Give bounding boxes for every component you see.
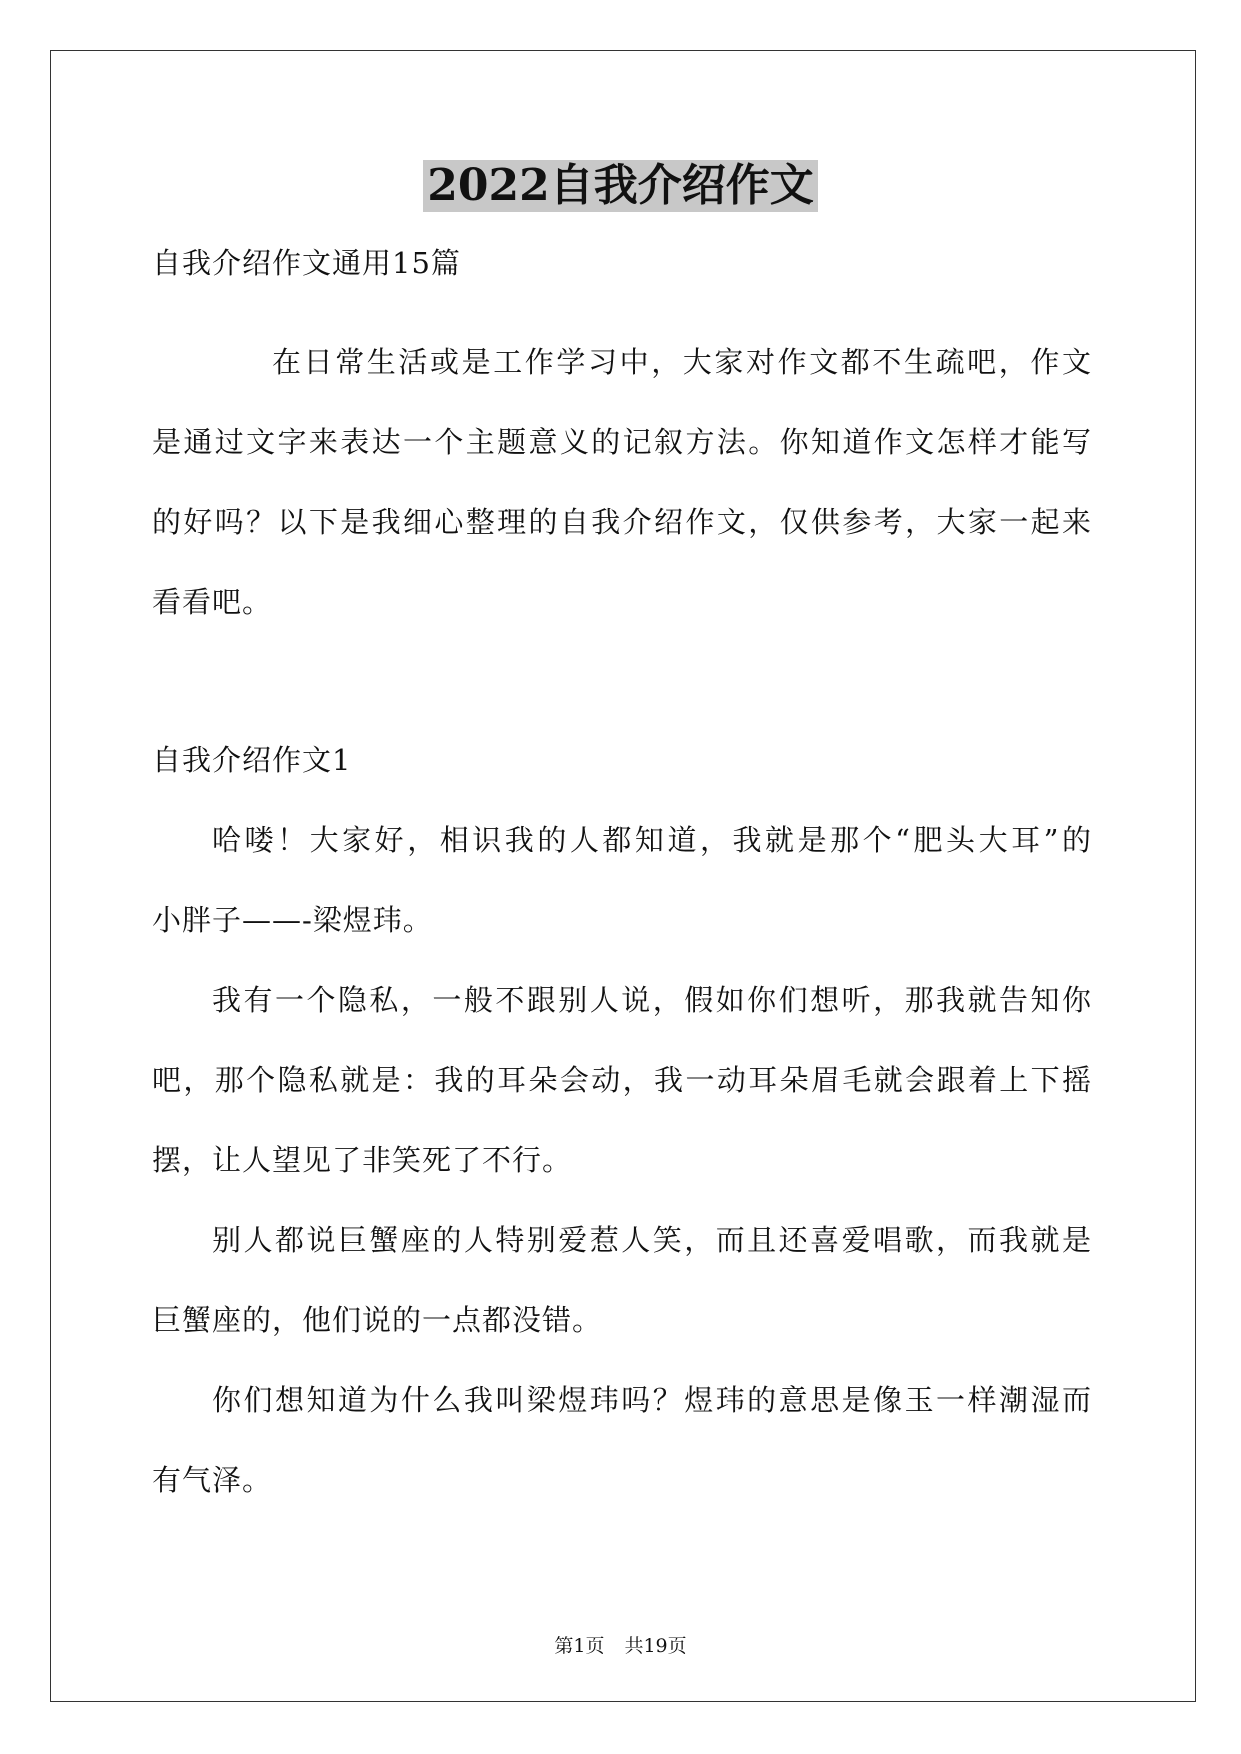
body-line-1: 哈喽！大家好，相识我的人都知道，我就是那个“肥头大耳”的 <box>212 823 1092 857</box>
intro-line-4: 看看吧。 <box>152 585 273 619</box>
body-line-7: 巨蟹座的，他们说的一点都没错。 <box>152 1303 603 1337</box>
intro-line-2: 是通过文字来表达一个主题意义的记叙方法。你知道作文怎样才能写 <box>152 425 1092 459</box>
document-subtitle: 自我介绍作文通用15篇 <box>152 246 461 280</box>
page-border <box>50 50 1196 1702</box>
intro-line-1: 在日常生活或是工作学习中，大家对作文都不生疏吧，作文 <box>272 345 1092 379</box>
body-line-2: 小胖子——-梁煜玮。 <box>152 903 433 937</box>
section-heading: 自我介绍作文1 <box>152 743 352 777</box>
body-line-8: 你们想知道为什么我叫梁煜玮吗？煜玮的意思是像玉一样潮湿而 <box>212 1383 1092 1417</box>
body-line-5: 摆，让人望见了非笑死了不行。 <box>152 1143 573 1177</box>
page-number-total: 共19页 <box>624 1635 687 1657</box>
page-footer <box>0 1634 1241 1658</box>
document-title: 2022自我介绍作文 <box>423 160 817 212</box>
intro-line-3: 的好吗？以下是我细心整理的自我介绍作文，仅供参考，大家一起来 <box>152 505 1092 539</box>
body-line-3: 我有一个隐私，一般不跟别人说，假如你们想听，那我就告知你 <box>212 983 1092 1017</box>
body-line-9: 有气泽。 <box>152 1463 273 1497</box>
body-line-4: 吧，那个隐私就是：我的耳朵会动，我一动耳朵眉毛就会跟着上下摇 <box>152 1063 1092 1097</box>
body-line-6: 别人都说巨蟹座的人特别爱惹人笑，而且还喜爱唱歌，而我就是 <box>212 1223 1092 1257</box>
title-container <box>0 160 1241 212</box>
page-number-current: 第1页 <box>554 1635 605 1657</box>
